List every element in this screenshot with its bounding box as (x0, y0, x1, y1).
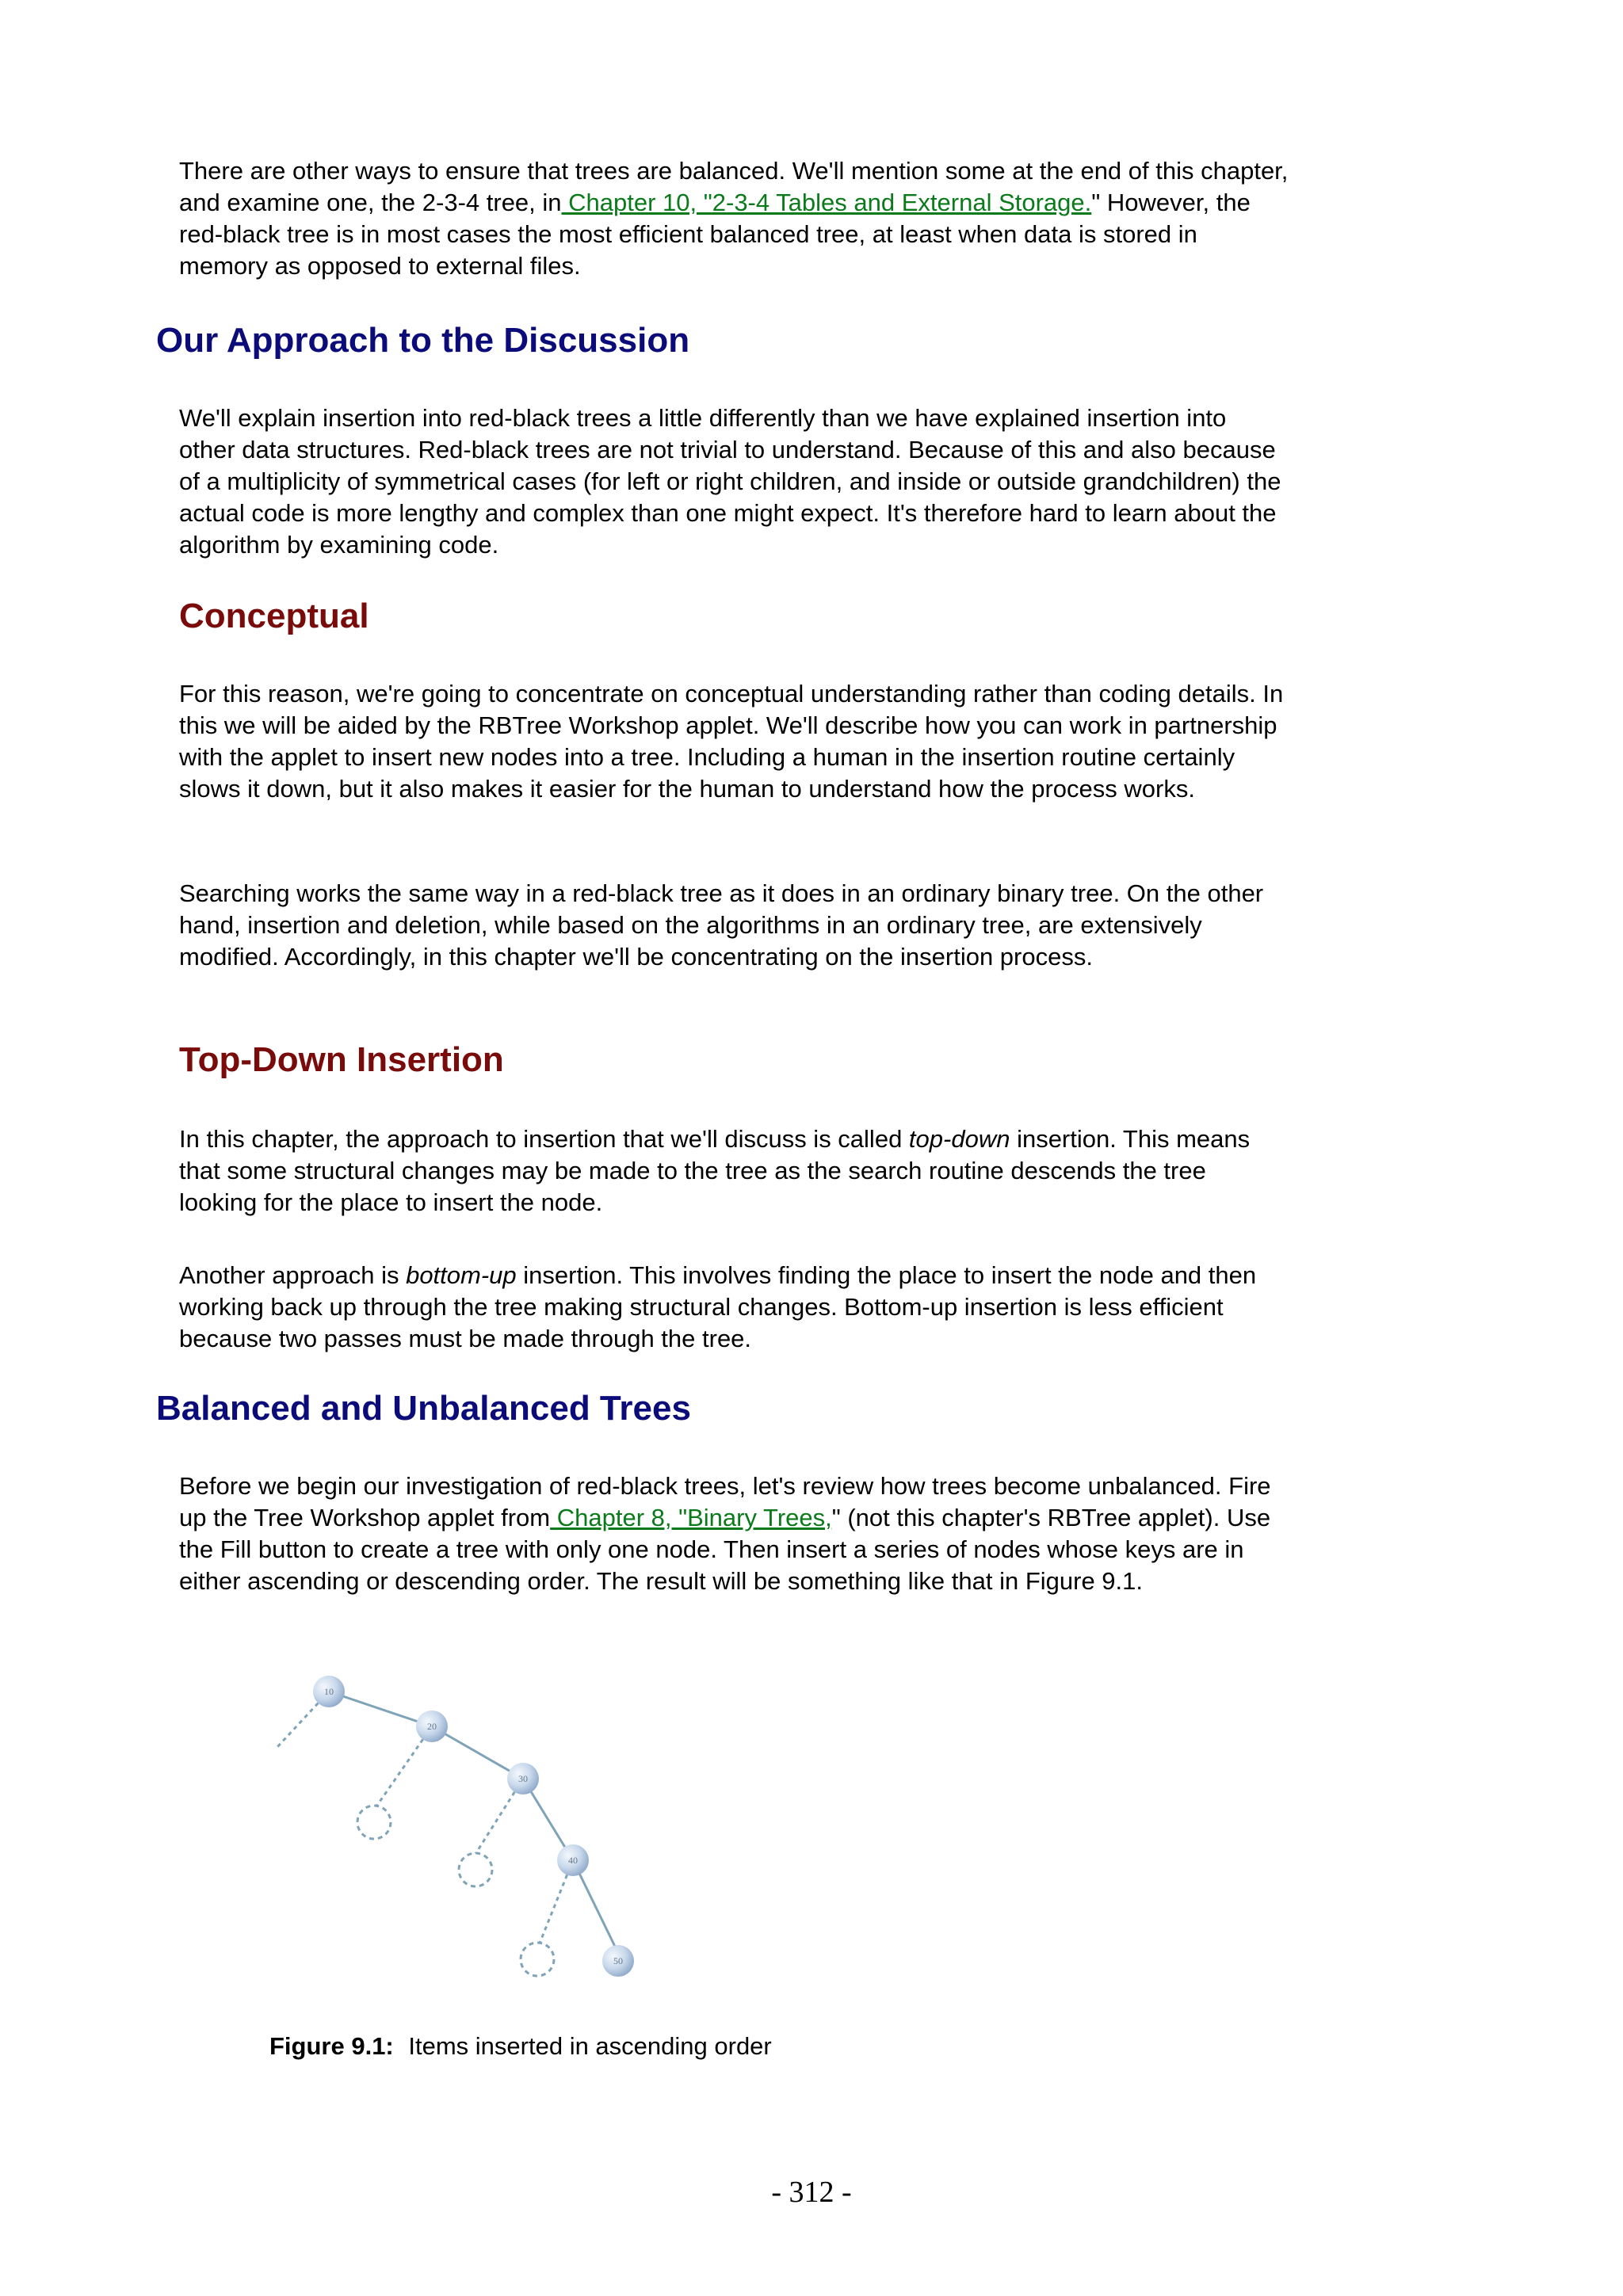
figure-caption-label: Figure 9.1: (269, 2032, 394, 2060)
topdown-text-2a: Another approach is (179, 1261, 407, 1289)
empty-node (521, 1943, 554, 1976)
balanced-text-a: Before we begin our investigation of red-black trees, let's review how trees become unbalanced. Fire up the Tree Workshop applet from (179, 1472, 1271, 1531)
intro-text-2: " However, the red-black tree is in most cases the most efficient balanced tree, at least when data is stored in memory as opposed to external files. (179, 189, 1251, 280)
topdown-text-1a: In this chapter, the approach to insertion that we'll discuss is called (179, 1125, 909, 1153)
node-label: 10 (324, 1686, 334, 1697)
tree-node (416, 1711, 448, 1742)
topdown-paragraph-1 (179, 1123, 1289, 1219)
tree-node (313, 1676, 345, 1707)
balanced-text-b: " (not this chapter's RBTree applet). Use the Fill button to create a tree with only one node. Then insert a series of nodes whose keys are in either ascending or descending order. The result will be something like that in Figure 9.1. (179, 1504, 1271, 1595)
heading-our-approach: Our Approach to the Discussion (156, 321, 690, 360)
tree-svg (262, 1660, 658, 2000)
figure-caption (269, 2031, 772, 2062)
intro-paragraph (179, 155, 1289, 282)
empty-node (357, 1806, 391, 1839)
conceptual-paragraph-1: For this reason, we're going to concentrate on conceptual understanding rather than coding details. In this we will be aided by the RBTree Workshop applet. We'll describe how you can work in partnership with the applet to insert new nodes into a tree. Including a human in the insertion routine certainly slows it down, but it also makes it easier for the human to understand how the process works. (179, 680, 1284, 803)
node-label: 40 (568, 1855, 578, 1866)
node-label: 30 (518, 1773, 528, 1784)
bottom-up-term: bottom-up (406, 1261, 517, 1289)
figure-9-1-tree-diagram (262, 1660, 658, 2000)
empty-node (459, 1853, 492, 1886)
page-number: - 312 - (771, 2176, 852, 2209)
heading-top-down-insertion: Top-Down Insertion (179, 1040, 504, 1079)
node-label: 50 (613, 1955, 623, 1966)
topdown-text-1b: insertion. This means that some structural changes may be made to the tree as the search routine descends the tree looking for the place to insert the node. (179, 1125, 1251, 1216)
chapter-8-link[interactable]: Chapter 8, "Binary Trees, (550, 1504, 832, 1531)
conceptual-paragraph-2: Searching works the same way in a red-black tree as it does in an ordinary binary tree. On the other hand, insertion and deletion, while based on the algorithms in an ordinary tree, are extensively modified. Accordingly, in this chapter we'll be concentrating on the insertion process. (179, 879, 1264, 971)
heading-balanced-unbalanced: Balanced and Unbalanced Trees (156, 1389, 691, 1428)
edge-10-20 (329, 1691, 432, 1726)
tree-node (557, 1844, 589, 1876)
balanced-paragraph (179, 1470, 1289, 1597)
tree-node (602, 1945, 634, 1977)
top-down-term: top-down (908, 1125, 1010, 1153)
approach-paragraph: We'll explain insertion into red-black trees a little differently than we have explained insertion into other data structures. Red-black trees are not trivial to understand. Because of this and also because of a multiplicity of symmetrical cases (for left or right children, and inside or outside grandchildren) the actual code is more lengthy and complex than one might expect. It's therefore hard to learn about the algorithm by examining code. (179, 404, 1281, 559)
chapter-10-link[interactable]: Chapter 10, "2-3-4 Tables and External Storage. (561, 189, 1092, 216)
heading-conceptual: Conceptual (179, 597, 369, 635)
tree-node (507, 1763, 539, 1794)
topdown-paragraph-2 (179, 1260, 1289, 1355)
intro-text-1: There are other ways to ensure that trees are balanced. We'll mention some at the end of this chapter, and examine one, the 2-3-4 tree, in (179, 157, 1289, 216)
topdown-text-2b: insertion. This involves finding the place to insert the node and then working back up through the tree making structural changes. Bottom-up insertion is less efficient because two passes must be made through the tree. (179, 1261, 1257, 1352)
figure-caption-text: Items inserted in ascending order (408, 2032, 772, 2060)
node-label: 20 (427, 1721, 437, 1732)
